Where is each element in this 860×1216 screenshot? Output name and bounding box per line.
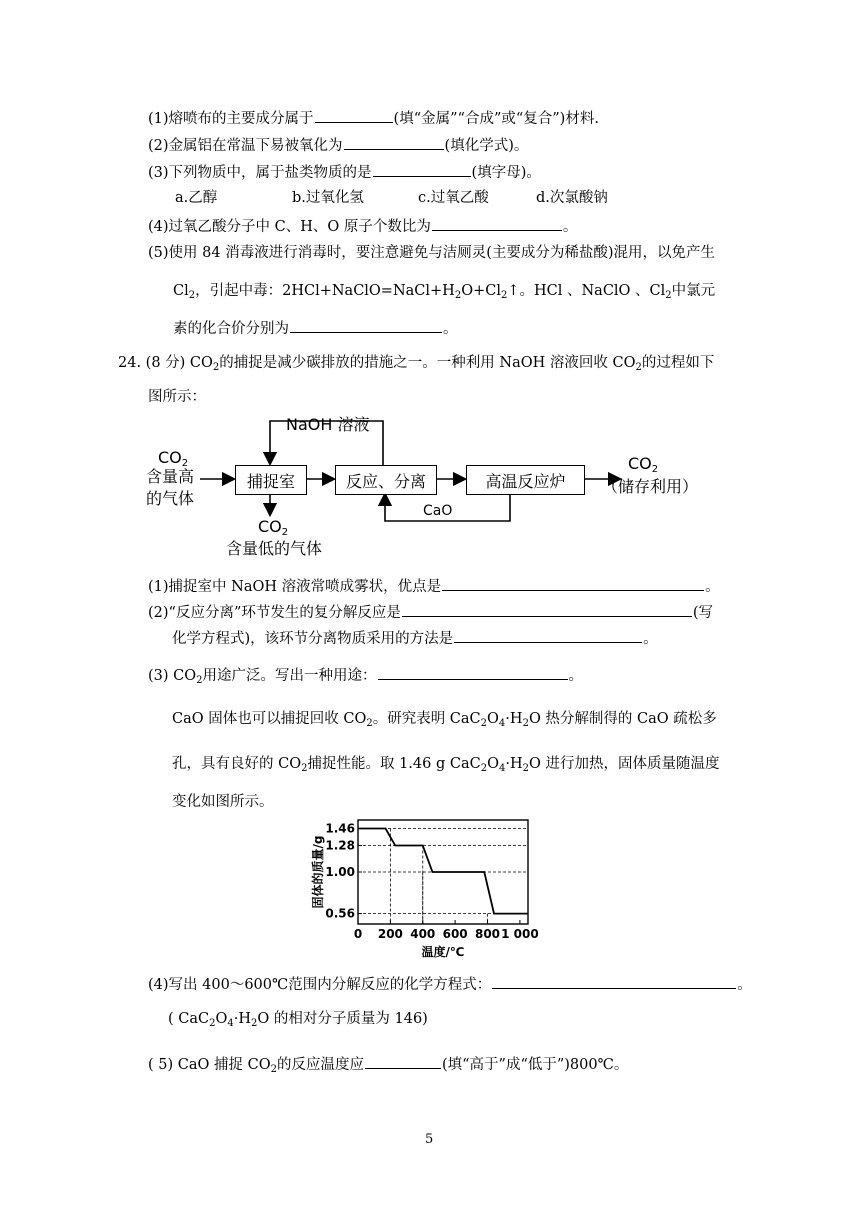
option-c: c.过氧乙酸 (418, 190, 489, 206)
y-tick-label: 1.28 (325, 838, 355, 853)
answer-blank[interactable] (454, 627, 642, 643)
q24-part2-line2: 化学方程式)，该环节分离物质采用的方法是 。 (172, 627, 658, 649)
x-tick-label: 800 (474, 927, 501, 941)
q23-part1: (1)熔喷布的主要成分属于 (填“金属”“合成”或“复合”)材料. (148, 107, 599, 129)
q24-part4-note: ( $CaC_2O_4\cdot H_2O$ 的相对分子质量为 146) (168, 1011, 428, 1029)
cao-label: CaO (423, 503, 453, 519)
q23-part5-line2: $Cl_2$，引起中毒：$2HCl+NaClO=NaCl+H_2O+Cl_2↑$。HCl 、NaClO 、$Cl_2$中氯元 (173, 283, 716, 301)
x-tick-label: 0 (353, 927, 363, 941)
x-tick-label: 1 000 (501, 927, 539, 941)
reaction-separation-box: 反应、分离 (335, 465, 437, 495)
y-tick-label: 0.56 (325, 906, 355, 921)
q24-para-line3: 变化如图所示。 (172, 794, 274, 810)
naoh-solution-label: NaOH 溶液 (286, 415, 370, 434)
output-storage-note: （储存利用） (602, 477, 699, 496)
answer-blank[interactable] (492, 973, 736, 989)
option-d: d.次氯酸钠 (536, 190, 608, 206)
input-co2-label: $CO_2$ (158, 448, 189, 469)
answer-blank[interactable] (378, 664, 568, 680)
mass-curve (358, 829, 528, 914)
y-tick-label: 1.46 (325, 821, 355, 836)
q24-part4: (4)写出 400～600℃范围内分解反应的化学方程式： 。 (148, 973, 752, 995)
y-axis-label: 固体的质量/g (311, 835, 325, 909)
mass-temperature-chart (300, 812, 560, 962)
q24-part5: ( 5) CaO 捕捉 $CO_2$的反应温度应 (填“高于”成“低于”)800℃。 (148, 1053, 628, 1075)
answer-blank[interactable] (402, 601, 692, 617)
capture-chamber-box: 捕捉室 (235, 465, 307, 495)
input-line2: 的气体 (146, 489, 195, 508)
low-co2-gas-label: 含量低的气体 (226, 539, 323, 558)
option-b: b.过氧化氢 (292, 190, 364, 206)
option-a: a.乙醇 (175, 190, 218, 206)
input-line1: 含量高 (146, 467, 195, 486)
high-temp-furnace-box: 高温反应炉 (466, 465, 585, 495)
q24-para-line1: CaO 固体也可以捕捉回收 $CO_2$。研究表明 $CaC_2O_4\cdot H_2O$ 热分解制得的 CaO 疏松多 (172, 711, 717, 729)
q23-part5-line1: (5)使用 84 消毒液进行消毒时，要注意避免与洁厕灵(主要成分为稀盐酸)混用，以免产生 (148, 245, 716, 261)
q24-part2-line1: (2)“反应分离”环节发生的复分解反应是 (写 (148, 601, 713, 623)
q24-para-line2: 孔，具有良好的 $CO_2$捕捉性能。取 1.46 g $CaC_2O_4\cdot H_2O$ 进行加热，固体质量随温度 (172, 756, 720, 774)
output-co2-label: $CO_2$ (628, 454, 659, 475)
x-tick-label: 400 (410, 927, 436, 941)
x-axis-label: 温度/℃ (421, 945, 465, 959)
q24-intro-line1: 24. (8 分) $CO_2$的捕捉是减少碳排放的措施之一。一种利用 NaOH 溶液回收 $CO_2$的过程如下 (118, 355, 715, 373)
page-number: 5 (425, 1132, 434, 1147)
q23-part4: (4)过氧乙酸分子中 C、H、O 原子个数比为 。 (148, 215, 577, 237)
answer-blank[interactable] (442, 575, 704, 591)
q24-intro-line2: 图所示： (148, 389, 206, 405)
x-tick-label: 600 (442, 927, 468, 941)
q24-part3: (3) $CO_2$用途广泛。写出一种用途： 。 (148, 664, 583, 686)
q24-part1: (1)捕捉室中 NaOH 溶液常喷成雾状，优点是 。 (148, 575, 720, 597)
low-co2-label: $CO_2$ (258, 517, 289, 538)
q23-part2: (2)金属铝在常温下易被氧化为 (填化学式)。 (148, 134, 528, 156)
answer-blank[interactable] (365, 1053, 441, 1069)
y-tick-label: 1.00 (325, 865, 355, 879)
q23-part5-line3: 素的化合价分别为 。 (173, 317, 458, 339)
q23-part3: (3)下列物质中，属于盐类物质的是 (填字母)。 (148, 161, 541, 183)
x-tick-label: 200 (377, 927, 403, 941)
